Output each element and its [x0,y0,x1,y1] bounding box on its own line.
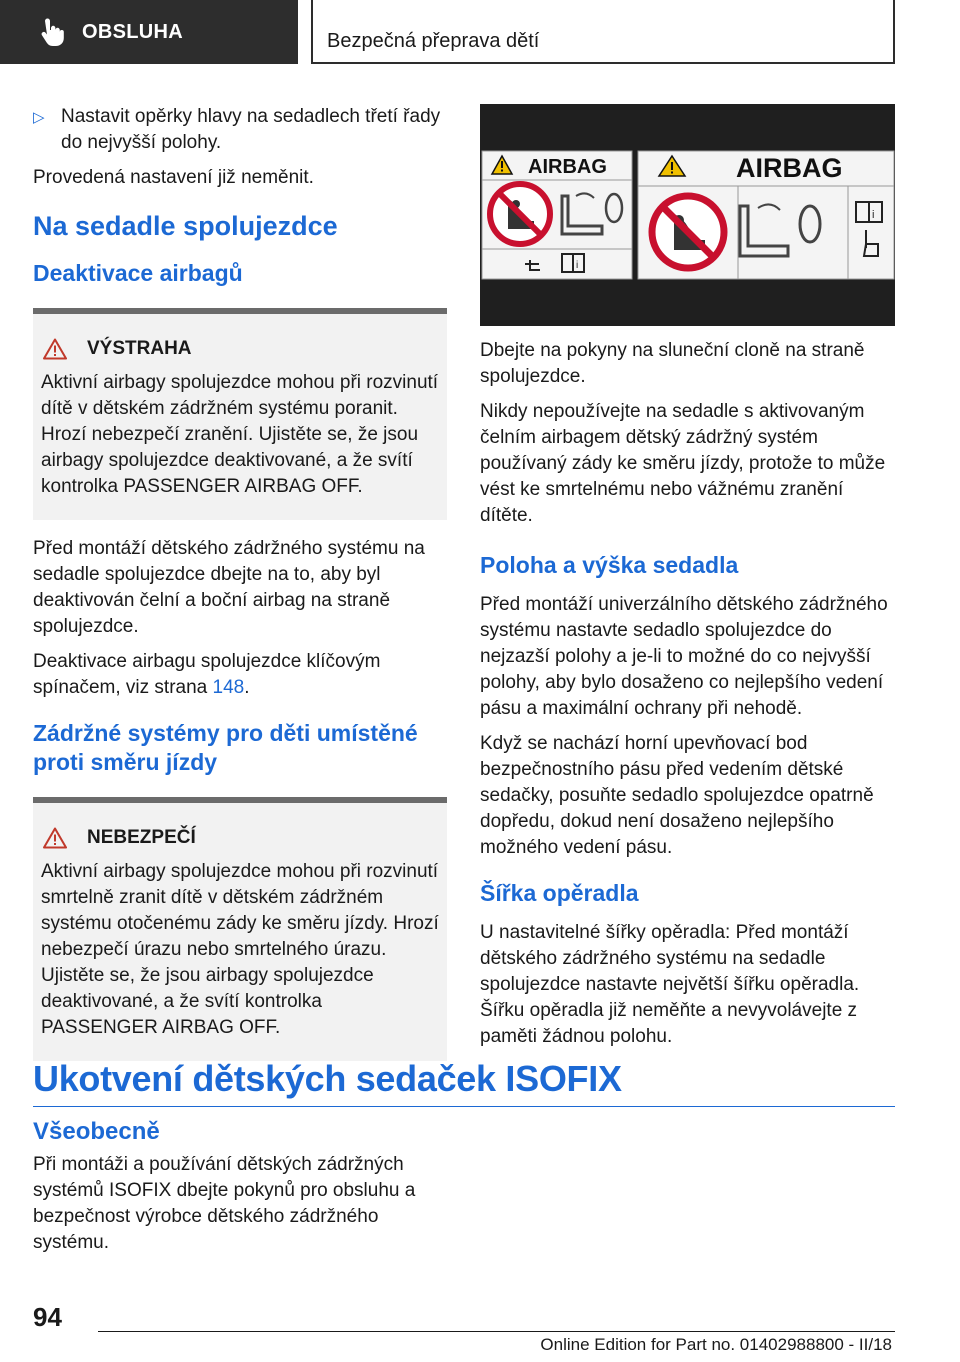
page-number: 94 [33,1302,62,1332]
warning-title-text: VÝSTRAHA [87,338,192,359]
danger-text: Aktivní airbagy spolujezdce mohou při rozvinutí smrtelně zranit dítě v dětském zádržném systému otočenému zády ke směru jízdy. Hrozí nebezpečí úrazu nebo smrtelného úrazu. Ujistěte se, že jsou airbagy spolujezdce deaktivované, a že svítí kontrolka PASSENGER AIRBAG OFF. [41,861,439,1038]
heading-airbag-deactivation: Deaktivace airbagů [33,260,243,286]
footer-edition: Online Edition for Part no. 01402988800 - II/18 [540,1335,892,1354]
paragraph-with-link: Deaktivace airbagu spolujezdce klíčovým spínačem, viz strana 148. [33,651,381,698]
warning-text: Aktivní airbagy spolujezdce mohou při rozvinutí dítě v dětském zádržném systému poranit. Hrozí nebezpečí zranění. Ujistěte se, že jsou airbagy spolujezdce deaktivované, a že svítí kontrolka PASSENGER AIRBAG OFF. [41,372,439,497]
airbag-label-large: AIRBAG [736,153,843,183]
triangle-bullet-icon: ▷ [33,109,45,126]
danger-box [33,797,447,1061]
isofix-heading-block [33,1058,895,1107]
warning-triangle-icon [43,338,67,360]
section-title: OBSLUHA [82,20,183,43]
paragraph: Nikdy nepoužívejte na sedadle s aktivovaným čelním airbagem dětský zádržný systém používaný zády ke směru jízdy, protože to může vést ke smrtelnému nebo vážnému zranění dítěte. [480,401,886,526]
header-chapter-box [311,0,895,64]
heading-backrest-width: Šířka opěradla [480,880,639,906]
heading-seat-position: Poloha a výška sedadla [480,552,739,578]
header-section-tab [0,0,298,64]
right-column [480,104,895,1059]
svg-text:i: i [576,260,579,271]
paragraph: Provedená nastavení již neměnit. [33,167,314,188]
paragraph: Před montáží dětského zádržného systému na sedadle spolujezdce dbejte na to, aby byl deaktivován čelní a boční airbag na straně spolujezdce. [33,538,425,637]
paragraph: Před montáží univerzálního dětského zádržného systému nastavte sedadlo spolujezdce do nejzazší polohy a je-li to možné do co nejvyšší polohy, aby bylo dosaženo co nejlepšího vedení pásu a maximální ochrany při nehodě. [480,594,888,719]
paragraph: Dbejte na pokyny na sluneční cloně na straně spolujezdce. [480,340,865,387]
heading-general: Všeobecně [33,1118,160,1145]
left-column [33,104,447,1077]
svg-text:i: i [872,209,875,221]
bullet-text: Nastavit opěrky hlavy na sedadlech třetí řady do nejvyšší polohy. [61,106,441,153]
no-child-seat-icon [652,196,724,268]
paragraph-text: Deaktivace airbagu spolujezdce klíčovým spínačem, viz strana [33,651,381,698]
footer-divider [98,1331,895,1332]
page-link[interactable]: 148 [212,677,245,698]
paragraph: U nastavitelné šířky opěradla: Před montáží dětského zádržného systému na sedadle spolujezdce nastavte největší šířku opěradla. Šířku opěradla již neměňte a nevyvolávejte z paměti žádnou polohu. [480,922,860,1047]
danger-title [41,825,439,851]
chapter-title: Bezpečná přeprava dětí [327,30,540,52]
danger-title-text: NEBEZPEČÍ [87,827,196,848]
bullet-item [33,104,447,156]
heading-rear-facing: Zádržné systémy pro děti umístěné proti směru jízdy [33,720,418,775]
no-child-seat-icon [490,184,550,244]
hand-pointer-icon [36,17,66,47]
airbag-labels-illustration [480,104,895,326]
isofix-column [33,1117,447,1265]
warning-triangle-icon [43,827,67,849]
warning-title [41,336,439,362]
airbag-label-photo [480,104,895,326]
heading-isofix: Ukotvení dětských sedaček ISOFIX [33,1058,895,1107]
airbag-label-small: AIRBAG [528,156,607,178]
warning-box [33,308,447,520]
heading-passenger-seat: Na sedadle spolujezdce [33,211,338,241]
paragraph: Když se nachází horní upevňovací bod bezpečnostního pásu před vedením dětské sedačky, posuňte sedadlo spolujezdce opatrně dopředu, dokud není dosaženo nejlepšího možného vedení pásu. [480,733,874,858]
paragraph: Při montáži a používání dětských zádržných systémů ISOFIX dbejte pokynů pro obsluhu a bezpečnost výrobce dětského zádržného systému. [33,1154,416,1253]
